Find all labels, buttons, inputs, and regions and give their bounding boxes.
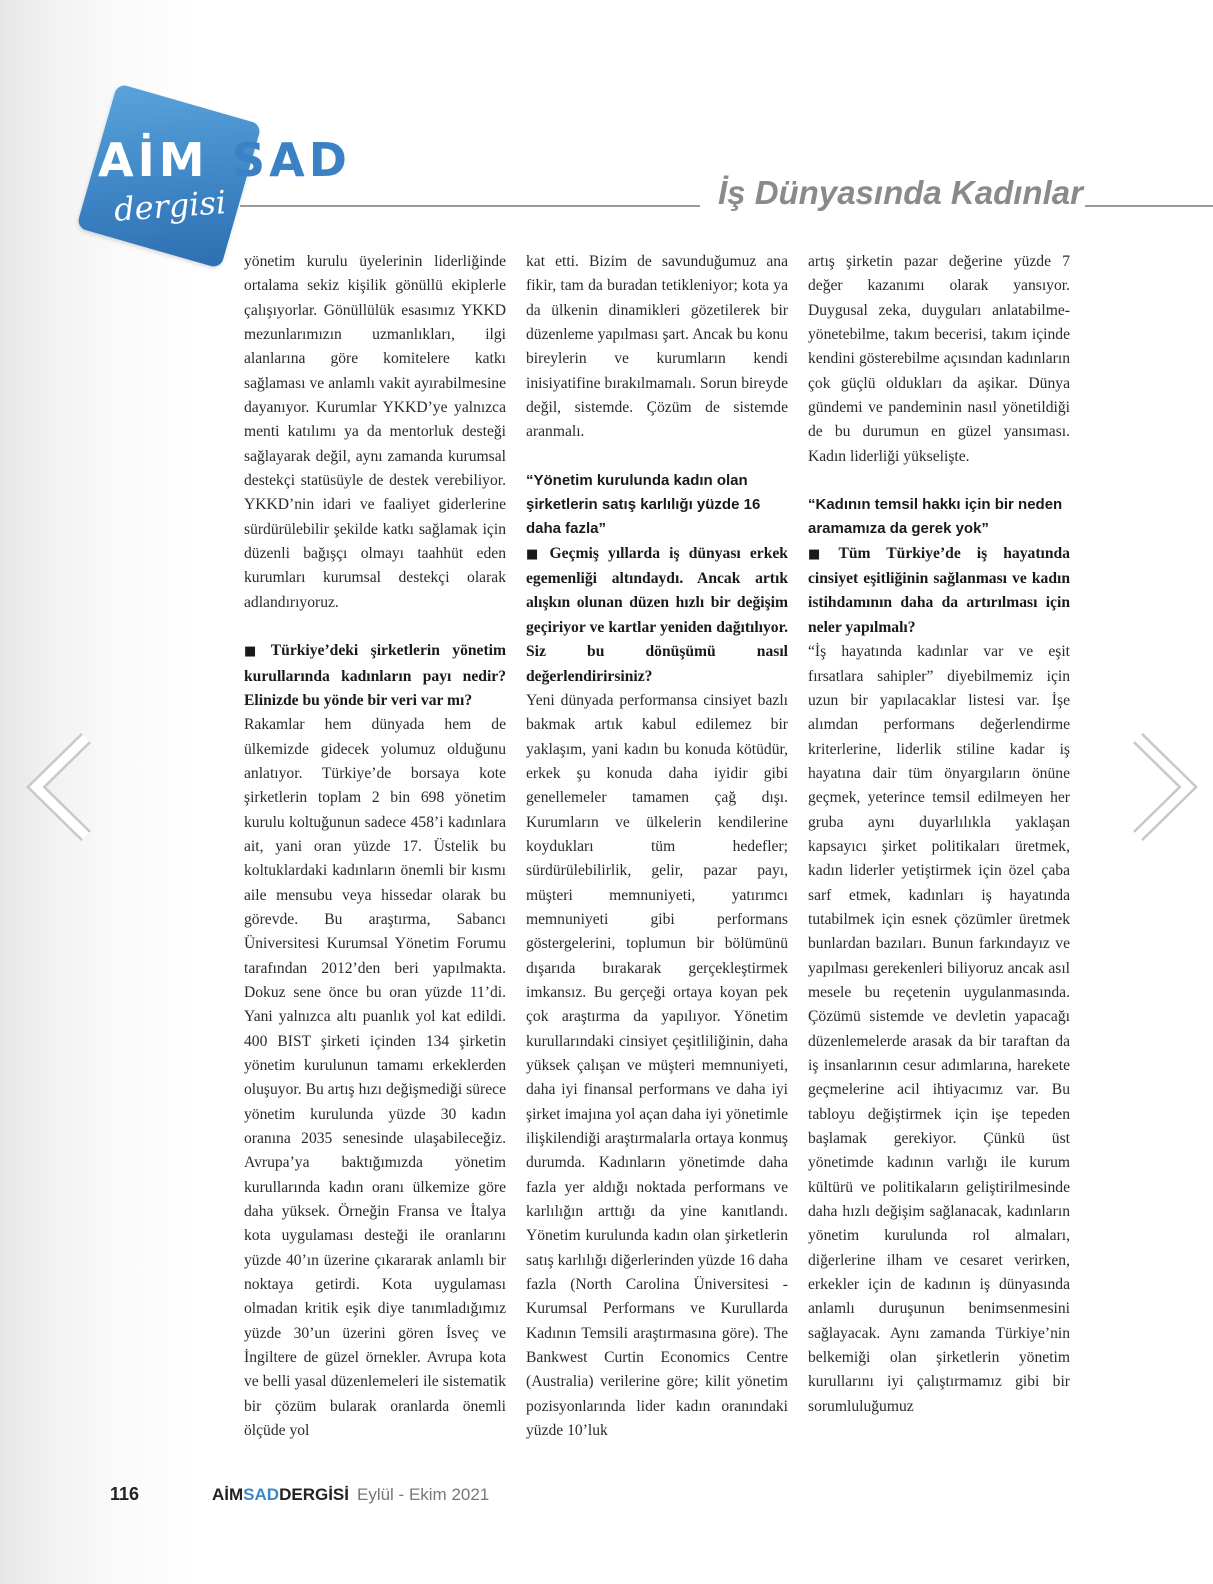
column1-question-text: Türkiye’deki şirketlerin yönetim kurullarında kadınların payı nedir? Elinizde bu yönde bir veri var mı?: [244, 642, 506, 709]
next-page-button[interactable]: [1130, 732, 1200, 842]
article-column-2: [526, 250, 788, 1444]
footer-brand: [212, 1485, 489, 1505]
article-column-3: [808, 250, 1070, 1419]
square-bullet-icon: ■: [244, 644, 265, 660]
column3-subheading: “Kadının temsil hakkı için bir neden aramamıza da gerek yok”: [808, 496, 1063, 538]
header-rule-right: [1085, 205, 1213, 207]
column2-paragraph-2: Yeni dünyada performansa cinsiyet bazlı bakmak artık kabul edilemez bir yaklaşım, yani kadın bu konuda kötüdür, erkek şu konuda daha iyidir gibi genellemeler tamamen çağ dışı. Kurumların ve ülkelerin kendilerine koydukları tüm hedefler; sürdürülebilirlik, gelir, pazar payı, müşteri memnuniyeti, yatırımcı memnuniyeti gibi performans göstergelerini, toplumun bir bölümünü dışarıda bırakarak gerçekleştirmek imkansız. Bu gerçeği ortaya koyan pek çok araştırma da yapılıyor. Yönetim kurullarındaki cinsiyet çeşitliliğinin, daha yüksek çalışan ve müşteri memnuniyeti, daha iyi finansal performans ve daha iyi şirket imajına yol açan daha iyi yönetimle ilişkilendiği araştırmalarla ortaya konmuş durumda. Kadınların yönetimde daha fazla yer aldığı noktada performans ve karlılığın arttığı da yine kanıtlandı. Yönetim kurulunda kadın olan şirketlerin satış karlılığı diğerlerinden yüzde 16 daha fazla (North Carolina Üniversitesi - Kurumsal Performans ve Kurullarda Kadının Temsili araştırmasına göre). The Bankwest Curtin Economics Centre (Australia) verilerine göre; kilit yönetim pozisyonlarında lider kadın oranındaki yüzde 10’luk: [526, 691, 788, 1440]
footer-brand-aim: AİM: [212, 1485, 244, 1504]
column3-question: [808, 542, 1070, 640]
footer-brand-sad: SAD: [243, 1485, 280, 1504]
logo-dergisi-text: dergisi: [112, 183, 228, 229]
header-rule-left: [240, 205, 700, 207]
section-title: İş Dünyasında Kadınlar: [718, 174, 1083, 211]
page-number: 116: [110, 1484, 140, 1504]
square-bullet-icon: ■: [808, 546, 833, 562]
footer-brand-dergisi: DERGİSİ: [279, 1485, 349, 1504]
column2-paragraph-1: kat etti. Bizim de savunduğumuz ana fikir, tam da buradan tetikleniyor; kota ya da ülkenin dinamikleri gözetilerek bir düzenleme yapılması şart. Ancak bu konu bireylerin ve kurumların kendi inisiyatifine bırakılmamalı. Sorun bireyde değil, sistemde. Çözüm de sistemde aranmalı.: [526, 253, 788, 441]
column2-subheading: “Yönetim kurulunda kadın olan şirketlerin satış karlılığı yüzde 16 daha fazla”: [526, 471, 761, 538]
issue-date: Eylül - Ekim 2021: [356, 1485, 490, 1504]
column1-paragraph-1: yönetim kurulu üyelerinin liderliğinde ortalama sekiz kişilik gönüllü ekiplerle çalışıyorlar. Gönüllülük esasımız YKKD mezunlarımızın uzmanlıkları, ilgi alanlarına göre komitelere katkı sağlaması ve anlamlı vakit ayırabilmesine dayanıyor. Kurumlar YKKD’ye yalnızca menti katılımı ya da mentorluk desteği sağlayarak değil, aynı zamanda kurumsal destekçi statüsüyle de destek verebiliyor. YKKD’nin idari ve faaliyet giderlerine sürdürülebilir şekilde katkı sağlamak için düzenli bağışçı olmayı taahhüt eden kurumları kurumsal destekçi olarak adlandırıyoruz.: [244, 253, 506, 611]
column3-question-text: Tüm Türkiye’de iş hayatında cinsiyet eşitliğinin sağlanması ve kadın istihdamının daha da artırılması için neler yapılmalı?: [808, 544, 1070, 636]
previous-page-button[interactable]: [24, 732, 94, 842]
chevron-left-icon: [24, 732, 94, 842]
square-bullet-icon: ■: [526, 546, 544, 562]
magazine-logo: [80, 95, 410, 265]
chevron-right-icon: [1130, 732, 1200, 842]
column3-paragraph-1: artış şirketin pazar değerine yüzde 7 değer kazanımı olarak yansıyor. Duygusal zeka, duyguları anlatabilme-yönetebilme, takım becerisi, takım içinde kendini gösterebilme açısından kadınların çok güçlü oldukları da aşikar. Dünya gündemi ve pandeminin nasıl yönetildiği de bu durumun en güzel yansıması. Kadın liderliği yükselişte.: [808, 253, 1070, 465]
column3-paragraph-2: “İş hayatında kadınlar var ve eşit fırsatlara sahipler” diyebilmemiz için uzun bir yapılacaklar listesi var. İşe alımdan performans değerlendirme kriterlerine, liderlik stiline kadar iş hayatına dair tüm önyargıların önüne geçmek, yeterince temsil edilmeyen her gruba aynı duyarlılıkla yaklaşan kapsayıcı şirket politikaları üretmek, kadın liderler yetiştirmek için özel çaba sarf etmek, kadınları iş hayatında tutabilmek için esnek çözümler üretmek bunlardan bazıları. Bunun farkındayız ve yapılması gerekenleri biliyoruz ancak asıl mesele bu reçetenin uygulanmasında. Çözümü sistemde ve devletin yapacağı düzenlemelerde arasak da bir taraftan da iş insanlarının cesur adımlarına, harekete geçmelerine acil ihtiyacımız var. Bu tabloyu değiştirmek için işe tepeden başlamak gerekiyor. Çünkü üst yönetimde kadının varlığı ile kurum kültürü ve politikaların geliştirilmesinde daha hızlı değişim sağlanacak, kadınların yönetim kurulunda rol almaları, diğerlerine ilham ve cesaret verirken, erkekler için de kadının iş dünyasında anlamlı duruşunun benimsenmesini sağlayacak. Aynı zamanda Türkiye’nin belkemiği olan şirketlerin yönetim kurullarını iyi çalıştırmamız gibi bir sorumluluğumuz: [808, 643, 1070, 1415]
column1-paragraph-2: Rakamlar hem dünyada hem de ülkemizde gidecek yolumuz olduğunu anlatıyor. Türkiye’de borsaya kote şirketlerin toplam 2 bin 698 yönetim kurulu koltuğunun sadece 458’i kadınlara ait, yani oran yüzde 17. Üstelik bu koltuklardaki kadınların önemli bir kısmı aile mensubu veya hissedar olarak bu görevde. Bu araştırma, Sabancı Üniversitesi Kurumsal Yönetim Forumu tarafından 2012’den beri yapılmakta. Dokuz sene önce bu oran yüzde 11’di. Yani yalnızca altı puanlık yol kat edildi. 400 BIST şirketi içinden 134 şirketin yönetim kurulunun tamamı erkeklerden oluşuyor. Bu artış hızı değişmediği sürece yönetim kurulunda yüzde 30 kadın oranına 2035 senesinde ulaşabileceğiz. Avrupa’ya baktığımızda yönetim kurullarında kadın oranı ülkemize göre daha yüksek. Örneğin Fransa ve İtalya kota uygulaması desteği ile oranlarını yüzde 40’ın üzerine çıkararak anlamlı bir noktaya getirdi. Kota uygulaması olmadan kritik eşik diye tanımladığımız yüzde 30’un üzerini gören İsveç ve İngiltere de güzel örnekler. Avrupa kota ve belli yasal düzenlemeleri ile sistematik bir çözüm bularak oranlarda önemli ölçüde yol: [244, 716, 506, 1440]
column2-question: [526, 542, 788, 689]
column2-question-text: Geçmiş yıllarda iş dünyası erkek egemenliği altındaydı. Ancak artık alışkın olunan düzen hızlı bir değişim geçiriyor ve kartlar yeniden dağıtılıyor. Siz bu dönüşümü nasıl değerlendirirsiniz?: [526, 544, 788, 685]
logo-sad-text: SAD: [232, 133, 351, 187]
article-column-1: [244, 250, 506, 1444]
column1-question: [244, 639, 506, 713]
logo-aim-text: AİM: [98, 133, 209, 187]
